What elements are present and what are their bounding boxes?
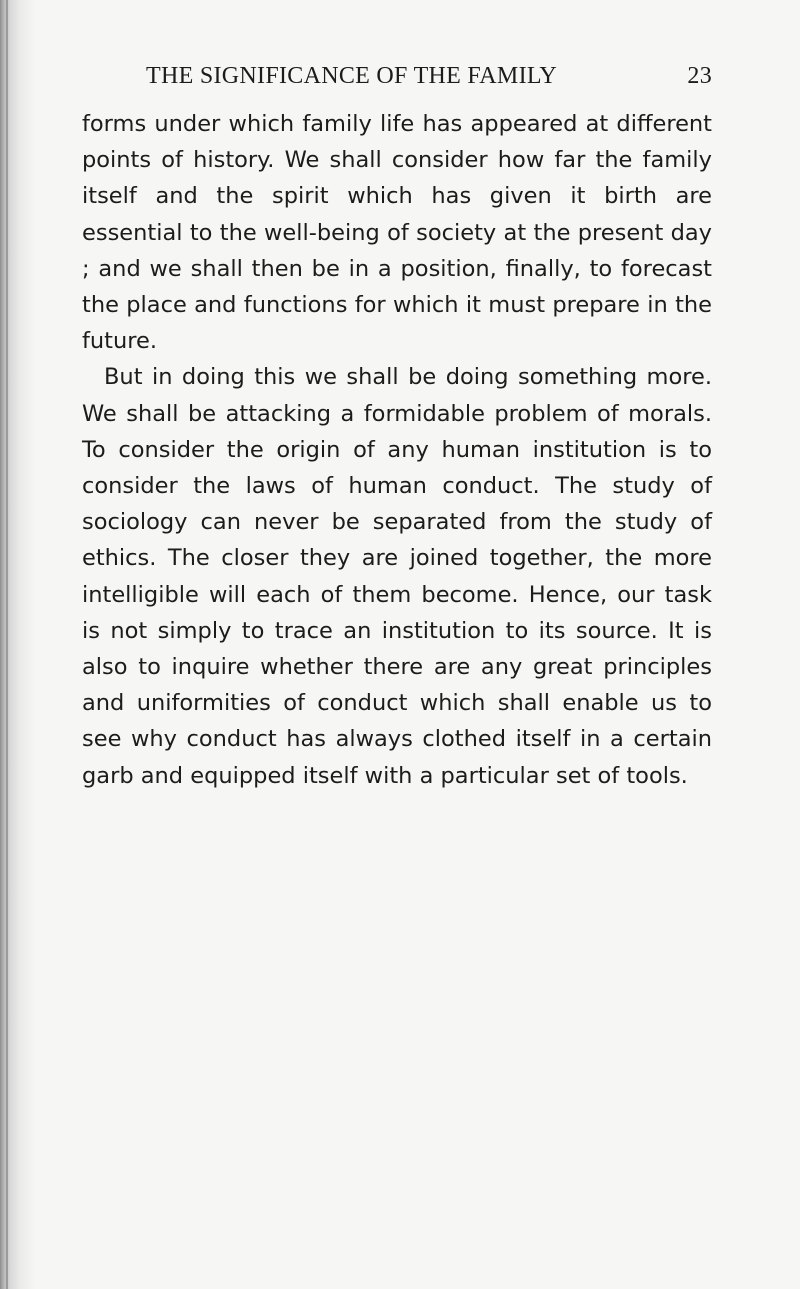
running-head: [82, 56, 712, 96]
book-binding-edge: [0, 0, 36, 1289]
book-page: [82, 56, 712, 794]
binding-shadow-line: [6, 0, 8, 1289]
paragraph-1: forms under which family life has appeared at different points of history. We shall consider how far the family itself and the spirit which has given it birth are essential to the well-being of society at the present day ; and we shall then be in a position, finally, to forecast the place and functions for which it must prepare in the future.: [82, 111, 712, 355]
running-head-title: THE SIGNIFICANCE OF THE FAMILY: [146, 63, 558, 89]
paragraph-2: But in doing this we shall be doing something more. We shall be attacking a formidable problem of morals. To consider the origin of any human institution is to consider the laws of human conduct. The study of sociology can never be separated from the study of ethics. The closer they are joined together, the more intelligible will each of them become. Hence, our task is not simply to trace an institution to its source. It is also to inquire whether there are any great principles and uniformities of conduct which shall enable us to see why conduct has always clothed itself in a certain garb and equipped itself with a particular set of tools.: [82, 364, 712, 789]
page-number: 23: [687, 63, 712, 89]
body-text: [82, 106, 712, 794]
